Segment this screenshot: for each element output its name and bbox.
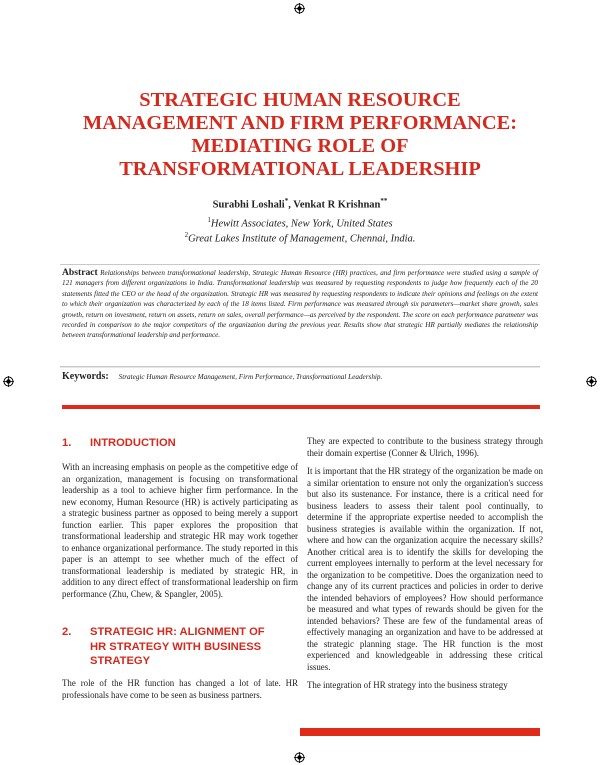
left-column-continued bbox=[62, 678, 298, 708]
registration-mark-icon bbox=[3, 376, 14, 387]
section-title-line: STRATEGY bbox=[90, 655, 151, 667]
divider-bar bbox=[62, 405, 540, 409]
title-line: TRANSFORMATIONAL LEADERSHIP bbox=[119, 158, 481, 180]
section-title: INTRODUCTION bbox=[90, 437, 176, 449]
section-number: 1. bbox=[62, 437, 72, 449]
affiliation bbox=[0, 231, 600, 245]
title-line: MANAGEMENT AND FIRM PERFORMANCE: bbox=[82, 112, 518, 134]
title-line: STRATEGIC HUMAN RESOURCE bbox=[139, 89, 461, 111]
abstract bbox=[62, 268, 538, 341]
author-list bbox=[0, 197, 600, 211]
right-column bbox=[307, 436, 543, 699]
paragraph: It is important that the HR strategy of the organization be made on a similar orientation to ensure not only the organization's success but also its sustenance. For instance, there is a critical need for business leaders to assess their talent pool continually, to determine if the appropriate expertise needed to accomplish the business strategies is available within the organization. If not, where and how can the organization acquire the necessary skills? Another critical area is to identify the skills for developing the current employees internally to perform at the level necessary for the organization to be competitive. Does the organization need to change any of its current practices and policies in order to derive the intended behaviors of employees? How should performance be measured and what types of rewards should be given for the intended behaviors? These are few of the fundamental areas of effectively managing an organization and have to be addressed at the strategic planning stage. The HR function is the most experienced and knowledgeable in addressing these critical issues. bbox=[307, 466, 543, 672]
author-name: Surabhi Loshali bbox=[212, 199, 285, 211]
paper-title bbox=[40, 89, 560, 181]
affiliation-text: Great Lakes Institute of Management, Chennai, India. bbox=[188, 233, 416, 245]
section-number: 2. bbox=[62, 626, 72, 638]
keywords bbox=[62, 371, 542, 382]
section-title-line: HR STRATEGY WITH BUSINESS bbox=[90, 640, 262, 653]
keywords-value: Strategic Human Resource Management, Firm Performance, Transformational Leadership. bbox=[118, 373, 383, 381]
keywords-label: Keywords: bbox=[62, 371, 109, 382]
author-mark: * bbox=[284, 197, 289, 205]
author-mark: ** bbox=[380, 197, 388, 205]
abstract-text: Relationships between transformational leadership, Strategic Human Resource (HR) practices, and firm performance were studied using a sample of 121 managers from different organizations in India. Transformational leadership was measured by requesting respondents to judge how frequently each of the 20 statements fitted the CEO or the head of the organization. Strategic HR was measured by requesting respondents to indicate their opinions and feelings on the extent to which their organization was characterized by each of the 18 items listed. Firm performance was measured through six parameters—market share growth, sales growth, return on investment, return on assets, return on sales, overall performance—as perceived by the respondent. The score on each performance parameter was recorded in comparison to the major competitors of the organization during the previous year. Results show that strategic HR partially mediates the relationship between transformational leadership and performance. bbox=[62, 269, 539, 340]
section-heading-introduction bbox=[62, 436, 176, 451]
author-name: Venkat R Krishnan bbox=[293, 199, 381, 211]
affiliation-mark: 2 bbox=[184, 231, 189, 239]
registration-mark-icon bbox=[586, 376, 597, 387]
paragraph: With an increasing emphasis on people as the competitive edge of an organization, management is focusing on transformational leadership as a tool to achieve higher firm performance. In the new economy, Human Resource (HR) is actively participating as a strategic business partner as opposed to being merely a support function earlier. This paper explores the proposition that transformational leadership and strategic HR may work together to enhance organizational performance. The study reported in this paper is an attempt to see whether much of the effect of transformational leadership is mediated by strategic HR, in addition to any direct effect of transformational leadership on firm performance (Zhu, Chew, & Spangler, 2005). bbox=[62, 462, 298, 599]
paragraph: The integration of HR strategy into the business strategy bbox=[307, 680, 508, 690]
paragraph: They are expected to contribute to the business strategy through their domain expertise (Conner & Ulrich, 1996). bbox=[307, 436, 543, 458]
affiliation-mark: 1 bbox=[207, 216, 211, 224]
footer-bar bbox=[300, 728, 540, 736]
abstract-label: Abstract bbox=[62, 267, 98, 278]
registration-mark-icon bbox=[294, 752, 305, 763]
affiliation-text: Hewitt Associates, New York, United States bbox=[210, 218, 393, 230]
left-column bbox=[62, 462, 298, 607]
section-title-line: STRATEGIC HR: ALIGNMENT OF bbox=[90, 626, 265, 638]
title-line: MEDIATING ROLE OF bbox=[191, 135, 409, 157]
registration-mark-icon bbox=[294, 3, 305, 14]
section-heading-strategic-hr bbox=[62, 625, 265, 669]
paragraph: The role of the HR function has changed a lot of late. HR professionals have come to be seen as business partners. bbox=[62, 678, 298, 700]
affiliation bbox=[0, 216, 600, 230]
author-separator: , bbox=[288, 199, 294, 211]
